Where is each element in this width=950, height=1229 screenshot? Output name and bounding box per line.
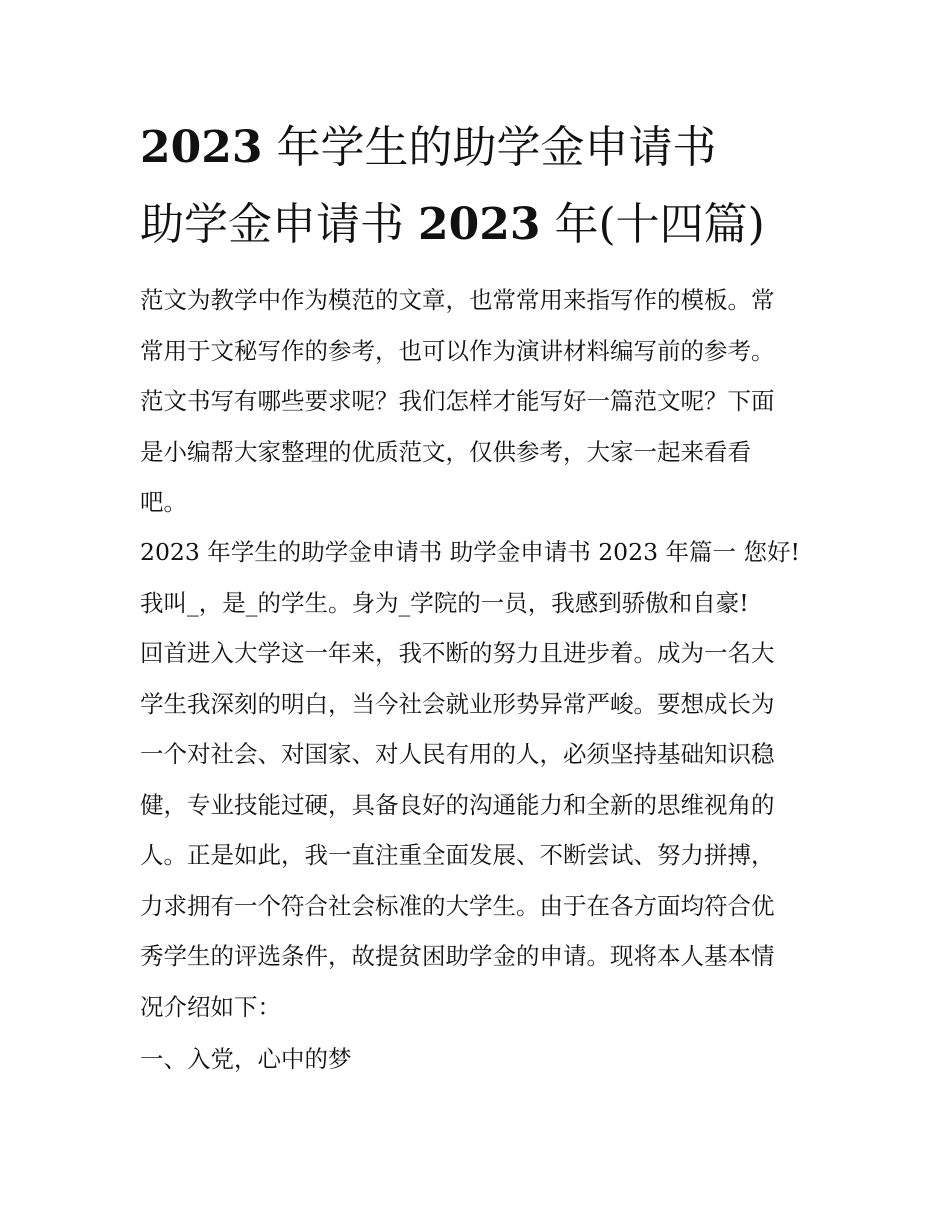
intro-line: 范文书写有哪些要求呢？我们怎样才能写好一篇范文呢？下面 [140, 387, 775, 415]
letter-line: 力求拥有一个符合社会标准的大学生。由于在各方面均符合优 [140, 891, 775, 920]
letter-line: 况介绍如下： [140, 992, 281, 1021]
intro-line: 范文为教学中作为模范的文章，也常常用来指写作的模板。常 [140, 286, 775, 314]
section-heading [140, 1034, 830, 1085]
letter-line: 我叫_，是_的学生。身为_学院的一员，我感到骄傲和自豪! [140, 588, 749, 617]
letter-line: 2023 年学生的助学金申请书 助学金申请书 2023 年篇一 您好! [140, 538, 800, 566]
letter-line: 回首进入大学这一年来，我不断的努力且进步着。成为一名大 [140, 639, 775, 667]
letter-line: 健，专业技能过硬，具备良好的沟通能力和全新的思维视角的 [140, 790, 775, 819]
intro-paragraph [140, 275, 830, 528]
application-letter-paragraph [140, 527, 830, 1032]
letter-line: 秀学生的评选条件，故提贫困助学金的申请。现将本人基本情 [140, 942, 775, 970]
intro-line: 常用于文秘写作的参考，也可以作为演讲材料编写前的参考。 [140, 336, 775, 365]
letter-line: 人。正是如此，我一直注重全面发展、不断尝试、努力拼搏， [140, 841, 775, 869]
letter-line: 一个对社会、对国家、对人民有用的人，必须坚持基础知识稳 [140, 740, 775, 768]
intro-line: 是小编帮大家整理的优质范文，仅供参考，大家一起来看看 [140, 437, 751, 466]
document-title-line-2: 助学金申请书 2023 年(十四篇) [140, 199, 765, 250]
letter-line: 学生我深刻的明白，当今社会就业形势异常严峻。要想成长为 [140, 689, 775, 718]
section-heading-text: 一、入党，心中的梦 [140, 1045, 352, 1073]
document-title-line-1: 2023 年学生的助学金申请书 [140, 122, 717, 173]
intro-line: 吧。 [140, 488, 187, 516]
